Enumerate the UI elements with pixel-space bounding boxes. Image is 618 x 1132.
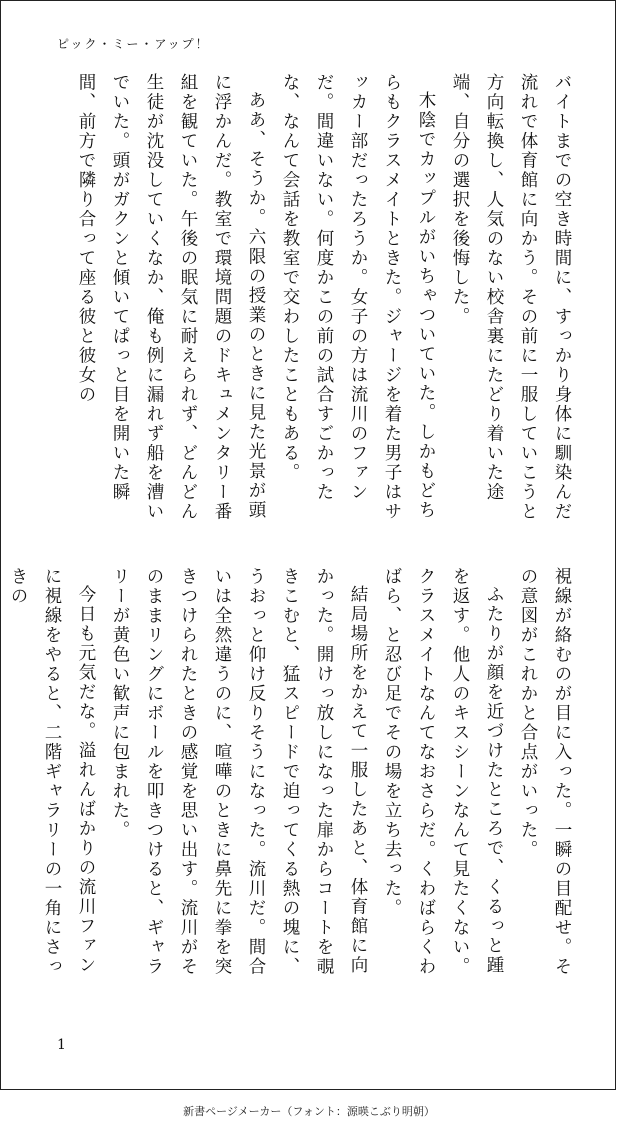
paragraph: 今日も元気だな。溢れんばかりの流川ファンに視線をやると、二階ギャラリーの一角にさっきの xyxy=(8,567,96,977)
paragraph: バイトまでの空き時間に、すっかり身体に馴染んだ流れで体育館に向かう。その前に一服していこうと方向転換し、人気のない校舎裏にたどり着いた途端、自分の選択を後悔した。 xyxy=(450,73,572,522)
footer-credit: 新書ページメーカー（フォント：源暎こぶり明朝） xyxy=(183,1105,435,1118)
text-block-top xyxy=(53,73,579,525)
paragraph: ふたりが顔を近づけたところで、くるっと踵を返す。他人のキスシーンなんて見たくない。クラスメイトなんてなおさらだ。くわばらくわばら、と忍び足でその場を立ち去った。 xyxy=(382,567,504,977)
paragraph: 結局場所をかえて一服したあと、体育館に向かった。開けっ放しになった扉からコートを覗きこむと、猛スピードで迫ってくる熱の塊に、うおっと仰け反りそうになった。流川だ。間合いは全然違うのに、喧嘩のときに鼻先に拳を突きつけられたときの感覚を思い出す。流川がそのままリングにボールを叩きつけると、ギャラリーが黄色い歓声に包まれた。 xyxy=(110,567,368,977)
book-title: ピック・ミー・アップ！ xyxy=(57,37,210,51)
text-block-bottom xyxy=(8,567,579,985)
paragraph: 木陰でカップルがいちゃついていた。しかもどちらもクラスメイトときた。ジャージを着た男子はサッカー部だったろうか。女子の方は流川のファンだ。間違いない。何度かこの前の試合すごかったな、なんて会話を教室で交わしたこともある。 xyxy=(280,73,436,522)
page-number: 1 xyxy=(57,1037,66,1053)
paragraph: 視線が絡むのが目に入った。一瞬の目配せ。その意図がこれかと合点がいった。 xyxy=(518,567,572,977)
paragraph: ああ、そうか。六限の授業のときに見た光景が頭に浮かんだ。教室で環境問題のドキュメンタリー番組を観ていた。午後の眠気に耐えられず、どんどん生徒が沈没していくなか、俺も例に漏れず船を漕いでいた。頭がガクンと傾いてぱっと目を開いた瞬間、前方で隣り合って座る彼と彼女の xyxy=(76,73,266,522)
